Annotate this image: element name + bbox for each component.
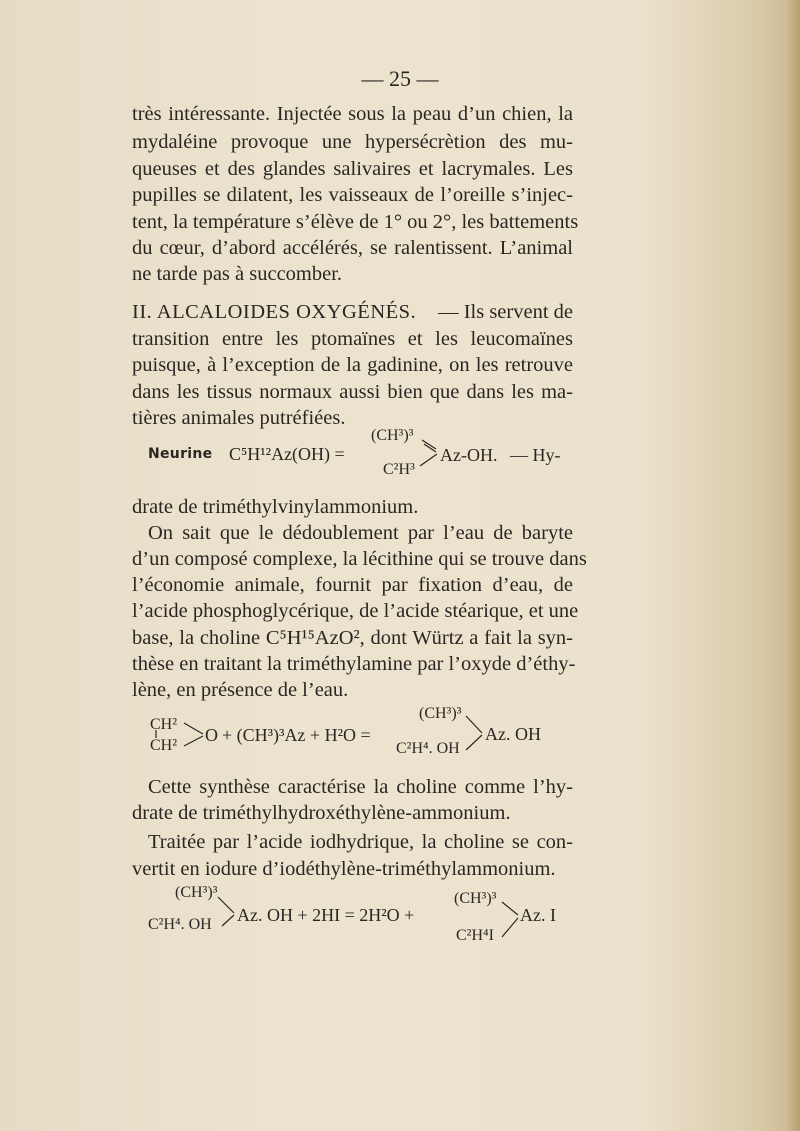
text-line: dans les tissus normaux aussi bien que dans les ma- bbox=[132, 381, 573, 403]
text-line: Cette synthèse caractérise la choline comme l’hy- bbox=[148, 776, 573, 798]
text-line: pupilles se dilatent, les vaisseaux de l’oreille s’injec- bbox=[132, 184, 573, 206]
formula-neurine-dash: — Hy- bbox=[510, 445, 561, 465]
bond-line bbox=[466, 716, 482, 733]
bond-line bbox=[184, 736, 203, 746]
text-line: mydaléine provoque une hypersécrètion des mu- bbox=[132, 131, 573, 153]
formula-neurine-raw: C⁵H¹²Az(OH) = bbox=[229, 444, 345, 464]
text-line: du cœur, d’abord accélérés, se ralentissent. L’animal bbox=[132, 237, 573, 259]
formula3-left-bottom: C²H⁴. OH bbox=[148, 916, 212, 933]
formula3-left-end: Az. OH + 2HI = 2H²O + bbox=[237, 905, 415, 925]
formula3-right-end: Az. I bbox=[520, 905, 556, 925]
formula2-oxygen: O bbox=[205, 725, 218, 745]
text-line: transition entre les ptomaïnes et les leucomaïnes bbox=[132, 328, 573, 350]
neurine-label: Neurine bbox=[148, 446, 213, 462]
formula2-right-bottom: C²H⁴. OH bbox=[396, 740, 460, 757]
bond-line bbox=[218, 897, 234, 913]
text-line: On sait que le dédoublement par l’eau de baryte bbox=[148, 522, 573, 544]
page-number: — 25 — bbox=[361, 66, 439, 91]
text-line: queuses et des glandes salivaires et lacrymales. Les bbox=[132, 158, 573, 180]
formula2-middle: + (CH³)³Az + H²O = bbox=[222, 725, 371, 745]
text-line: puisque, à l’exception de la gadinine, on les retrouve bbox=[132, 354, 573, 376]
text-line: drate de triméthylhydroxéthylène-ammonium. bbox=[132, 802, 511, 824]
text-line: drate de triméthylvinylammonium. bbox=[132, 496, 419, 518]
formula3-right-top: (CH³)³ bbox=[454, 890, 497, 907]
text-line: thèse en traitant la triméthylamine par l’oxyde d’éthy- bbox=[132, 653, 576, 675]
formula-neurine-bottom: C²H³ bbox=[383, 461, 415, 478]
bond-line bbox=[184, 723, 203, 734]
bond-line bbox=[502, 918, 518, 937]
bond-line bbox=[222, 915, 234, 926]
formula2-left-bottom: CH² bbox=[150, 737, 178, 754]
section-heading: II. ALCALOIDES OXYGÉNÉS. bbox=[132, 301, 417, 323]
text-line: tières animales putréfiées. bbox=[132, 407, 346, 429]
text-line: l’acide phosphoglycérique, de l’acide stéarique, et une bbox=[132, 600, 579, 622]
text-line: lène, en présence de l’eau. bbox=[132, 679, 349, 701]
text-line: Traitée par l’acide iodhydrique, la choline se con- bbox=[148, 831, 573, 853]
text-line: l’économie animale, fournit par fixation d’eau, de bbox=[132, 574, 573, 596]
text-line: d’un composé complexe, la lécithine qui se trouve dans bbox=[132, 548, 587, 570]
text-line: ne tarde pas à succomber. bbox=[132, 263, 343, 285]
bond-line bbox=[502, 902, 518, 915]
text-line: très intéressante. Injectée sous la peau d’un chien, la bbox=[132, 103, 573, 125]
formula2-left-top: CH² bbox=[150, 716, 178, 733]
text-line: tent, la température s’élève de 1° ou 2°, les battements bbox=[132, 211, 579, 233]
text-line: base, la choline C⁵H¹⁵AzO², dont Würtz a fait la syn- bbox=[132, 627, 573, 649]
section-heading-continuation: — Ils servent de bbox=[438, 301, 573, 323]
formula3-right-bottom: C²H⁴I bbox=[456, 927, 494, 944]
bond-line bbox=[420, 454, 437, 466]
formula2-right-end: Az. OH bbox=[485, 724, 541, 744]
formula2-right-top: (CH³)³ bbox=[419, 705, 462, 722]
formula-neurine-right: Az-OH. bbox=[440, 445, 498, 465]
bond-line bbox=[466, 735, 482, 750]
formula-neurine-top: (CH³)³ bbox=[371, 427, 414, 444]
text-line: vertit en iodure d’iodéthylène-triméthylammonium. bbox=[132, 858, 556, 880]
formula3-left-top: (CH³)³ bbox=[175, 884, 218, 901]
